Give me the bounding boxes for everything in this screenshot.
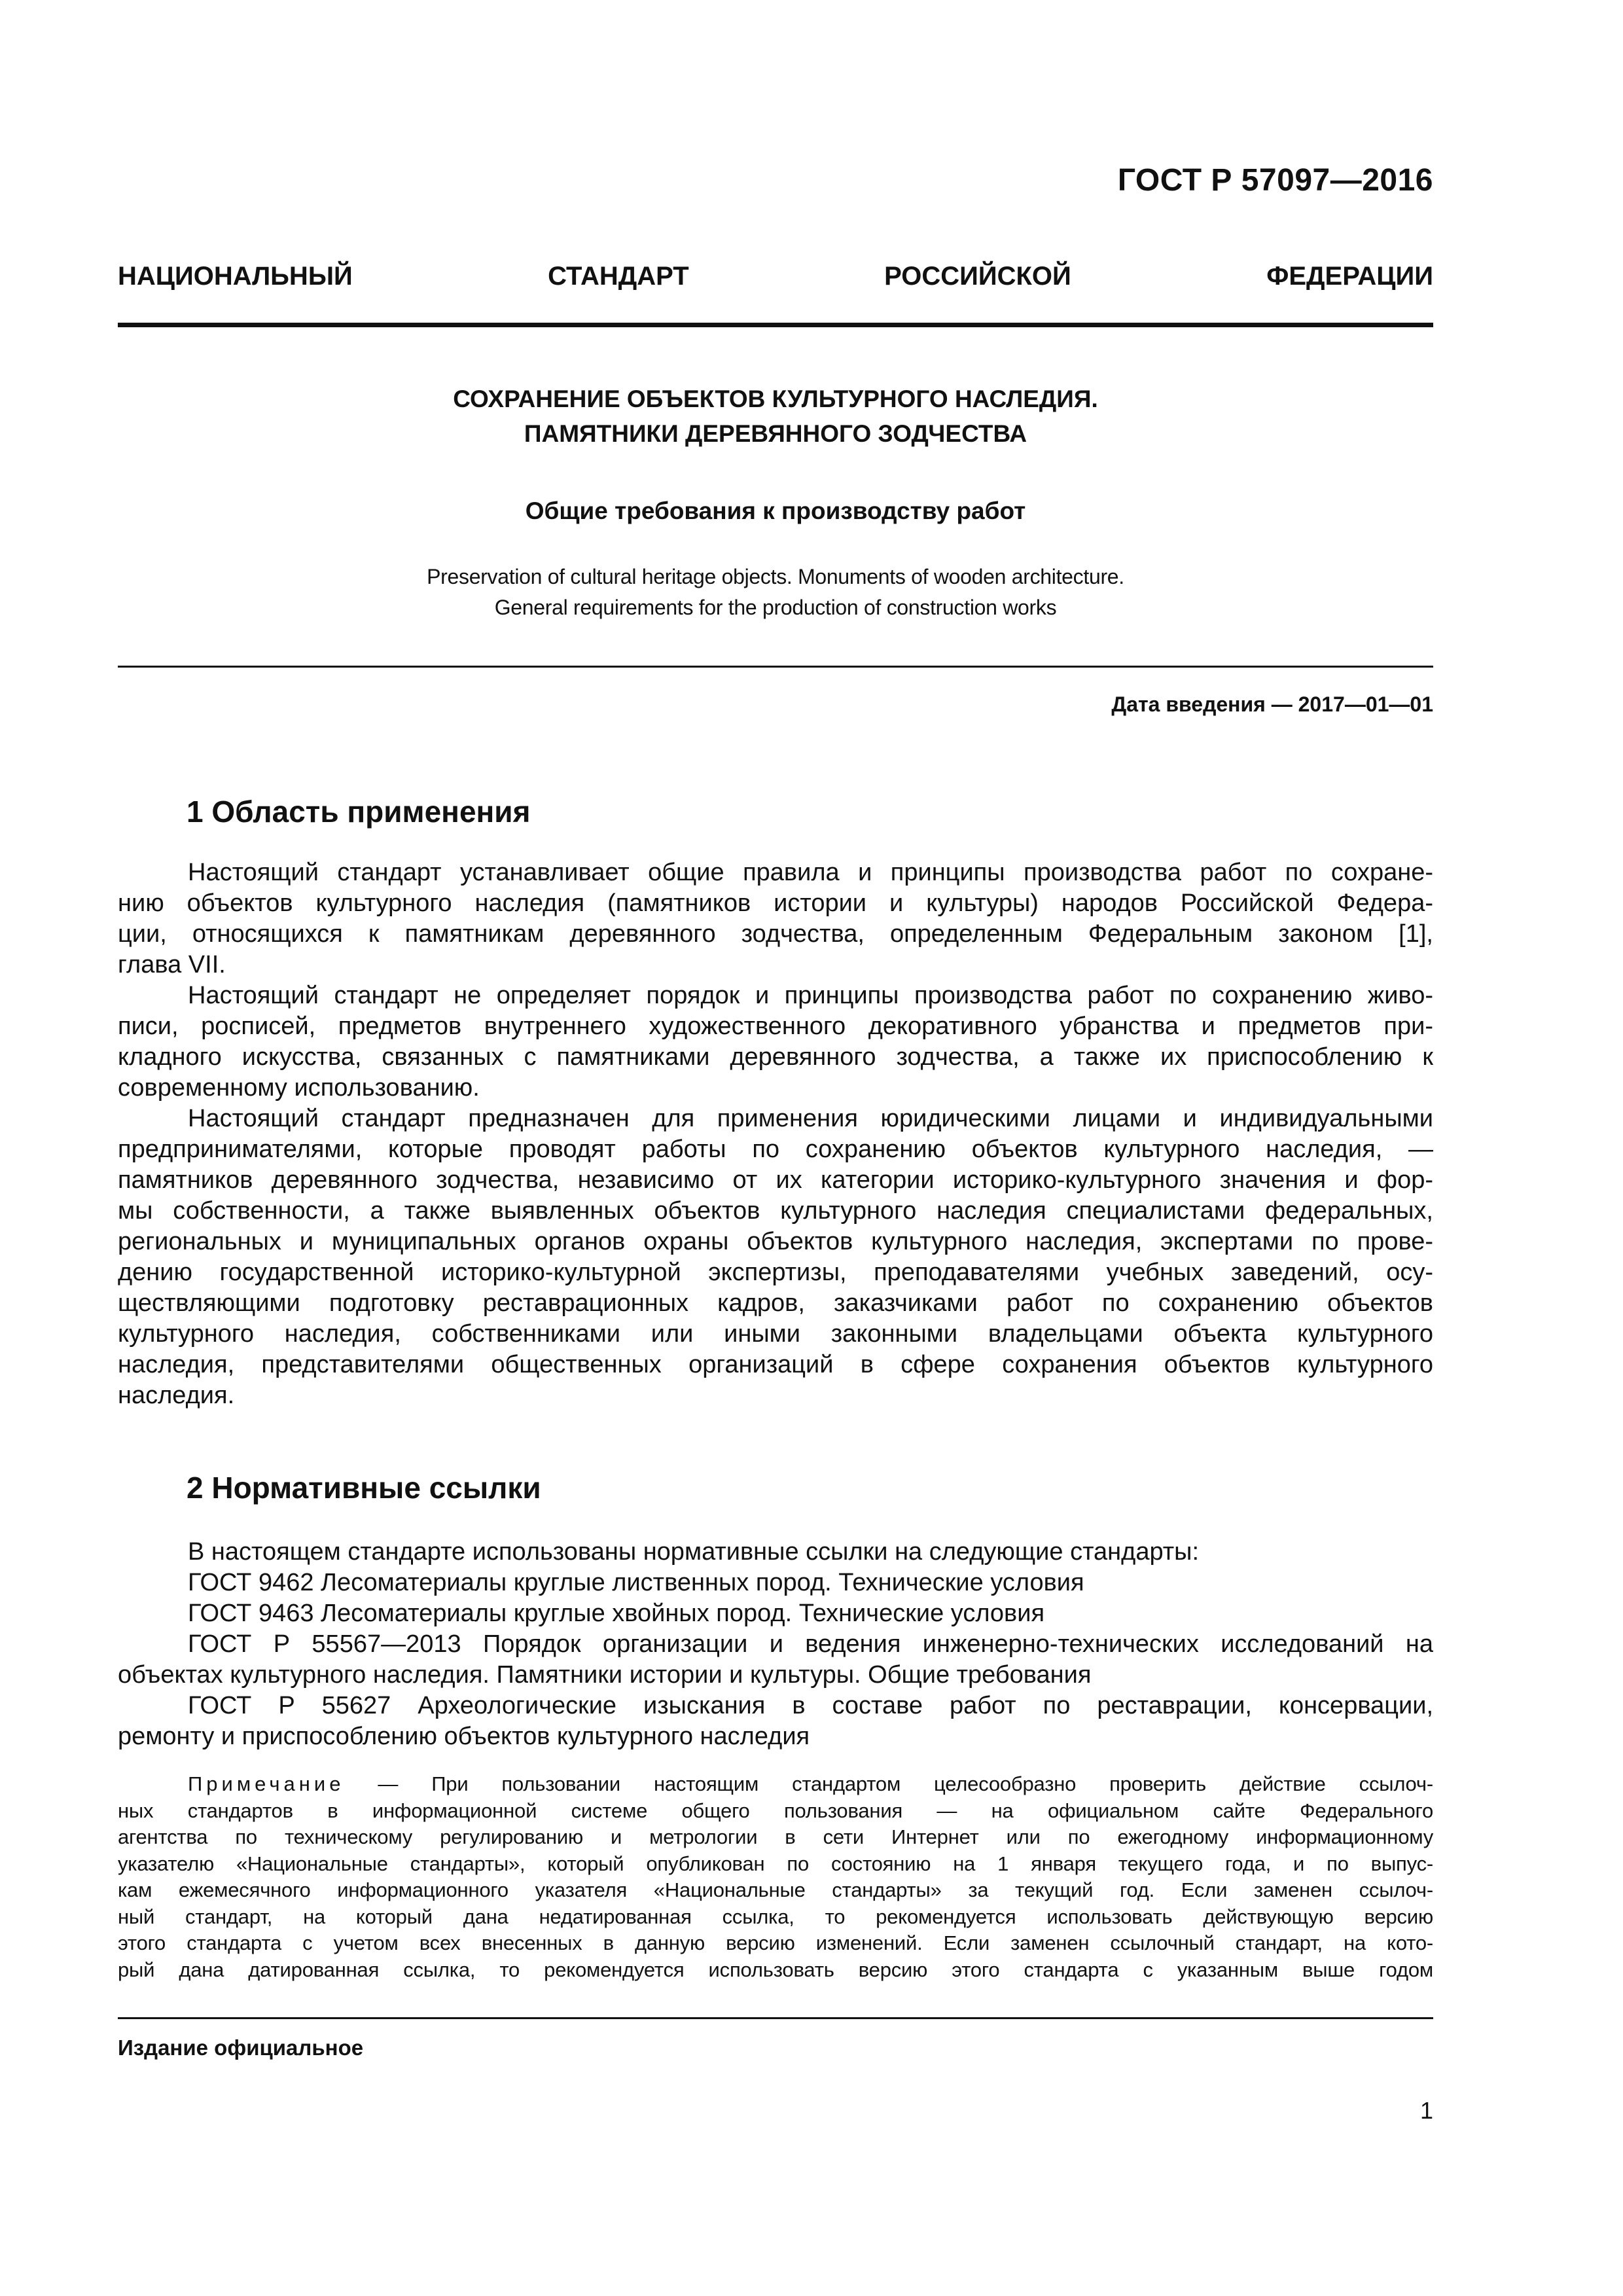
paragraph-line: наследия, представителями общественных организаций в сфере сохранения объектов культурного (118, 1351, 1433, 1378)
note-line (118, 1771, 1433, 1798)
reference-note (118, 1771, 1433, 1983)
title-line: ПАМЯТНИКИ ДЕРЕВЯННОГО ЗОДЧЕСТВА (524, 420, 1027, 447)
document-page (118, 0, 1433, 2296)
paragraph-line: мы собственности, а также выявленных объектов культурного наследия специалистами федеральных, (118, 1197, 1433, 1225)
paragraph-line: Настоящий стандарт не определяет порядок и принципы производства работ по сохранению живо- (188, 982, 1433, 1009)
reference-item: ГОСТ 9463 Лесоматериалы круглые хвойных пород. Технические условия (188, 1600, 1045, 1627)
header-divider (118, 323, 1433, 327)
page-number: 1 (1419, 2097, 1433, 2124)
title-divider (118, 666, 1433, 668)
note-line: кам ежемесячного информационного указателя «Национальные стандарты» за текущий год. Если заменен ссылоч- (118, 1878, 1433, 1901)
paragraph-line: современному использованию. (118, 1074, 480, 1102)
title-line: СОХРАНЕНИЕ ОБЪЕКТОВ КУЛЬТУРНОГО НАСЛЕДИЯ. (453, 386, 1098, 412)
banner-word: СТАНДАРТ (548, 262, 689, 291)
banner-word: РОССИЙСКОЙ (884, 262, 1071, 291)
reference-item: ГОСТ Р 55567—2013 Порядок организации и ведения инженерно-технических исследований на (188, 1630, 1433, 1658)
section-1-body (118, 857, 1433, 1411)
paragraph-line: ществляющими подготовку реставрационных кадров, заказчиками работ по сохранению объектов (118, 1289, 1433, 1317)
paragraph-line: нию объектов культурного наследия (памятников истории и культуры) народов Российской Федера- (118, 889, 1433, 917)
paragraph-line: памятников деревянного зодчества, независимо от их категории историко-культурного значения и фор- (118, 1166, 1433, 1194)
english-title-line: Preservation of cultural heritage objects. Monuments of wooden architecture. (427, 565, 1124, 588)
paragraph-line: писи, росписей, предметов внутреннего художественного декоративного убранства и предметов при- (118, 1013, 1433, 1040)
reference-item: ГОСТ Р 55627 Археологические изыскания в составе работ по реставрации, консервации, (188, 1692, 1433, 1719)
note-line: этого стандарта с учетом всех внесенных в данную версию изменений. Если заменен ссылочный стандарт, на кото- (118, 1931, 1433, 1954)
paragraph-line: наследия. (118, 1382, 235, 1409)
paragraph-line: Настоящий стандарт устанавливает общие правила и принципы производства работ по сохране- (188, 859, 1433, 886)
note-line: ных стандартов в информационной системе общего пользования — на официальном сайте Федерального (118, 1799, 1433, 1822)
note-line: агентства по техническому регулированию и метрологии в сети Интернет или по ежегодному информационному (118, 1825, 1433, 1848)
paragraph-line: Настоящий стандарт предназначен для применения юридическими лицами и индивидуальными (188, 1105, 1433, 1132)
national-standard-banner (118, 262, 1433, 301)
paragraph-line: региональных и муниципальных органов охраны объектов культурного наследия, экспертами по прове- (118, 1228, 1433, 1255)
footer-divider (118, 2017, 1433, 2019)
paragraph-line: глава VII. (118, 951, 226, 978)
note-first-line-text: — При пользовании настоящим стандартом целесообразно проверить действие ссылоч- (344, 1772, 1433, 1795)
section-1-heading: 1 Область применения (187, 795, 531, 829)
reference-item-continuation: объектах культурного наследия. Памятники истории и культуры. Общие требования (118, 1661, 1092, 1689)
paragraph-line: В настоящем стандарте использованы нормативные ссылки на следующие стандарты: (188, 1538, 1200, 1566)
introduction-date: Дата введения — 2017—01—01 (1111, 692, 1433, 716)
paragraph-line: культурного наследия, собственниками или иными законными владельцами объекта культурного (118, 1320, 1433, 1348)
reference-item: ГОСТ 9462 Лесоматериалы круглые лиственных пород. Технические условия (188, 1569, 1084, 1596)
paragraph-line: кладного искусства, связанных с памятниками деревянного зодчества, а также их приспособлению к (118, 1043, 1433, 1071)
reference-item-continuation: ремонту и приспособлению объектов культурного наследия (118, 1723, 810, 1750)
note-line: ный стандарт, на который дана недатированная ссылка, то рекомендуется использовать действующую версию (118, 1905, 1433, 1928)
banner-word: НАЦИОНАЛЬНЫЙ (118, 262, 353, 291)
paragraph-line: предпринимателями, которые проводят работы по сохранению объектов культурного наследия, — (118, 1136, 1433, 1163)
document-subtitle: Общие требования к производству работ (525, 497, 1026, 524)
standard-code: ГОСТ Р 57097—2016 (1117, 163, 1433, 198)
section-2-heading: 2 Нормативные ссылки (187, 1471, 541, 1505)
edition-label: Издание официальное (118, 2036, 364, 2060)
banner-word: ФЕДЕРАЦИИ (1266, 262, 1433, 291)
paragraph-line: ции, относящихся к памятникам деревянного зодчества, определенным Федеральным законом [1], (118, 920, 1433, 948)
english-title-line: General requirements for the production of construction works (494, 596, 1057, 619)
paragraph-line: дению государственной историко-культурной экспертизы, преподавателями учебных заведений, осу- (118, 1259, 1433, 1286)
section-2-body (118, 1537, 1433, 1752)
note-line: рый дана датированная ссылка, то рекомендуется использовать версию этого стандарта с указанным выше годом (118, 1958, 1433, 1981)
note-label: Примечание (188, 1772, 345, 1795)
english-title (118, 562, 1433, 623)
note-line: указателю «Национальные стандарты», который опубликован по состоянию на 1 января текущего года, и по выпус- (118, 1852, 1433, 1875)
document-title (118, 382, 1433, 451)
